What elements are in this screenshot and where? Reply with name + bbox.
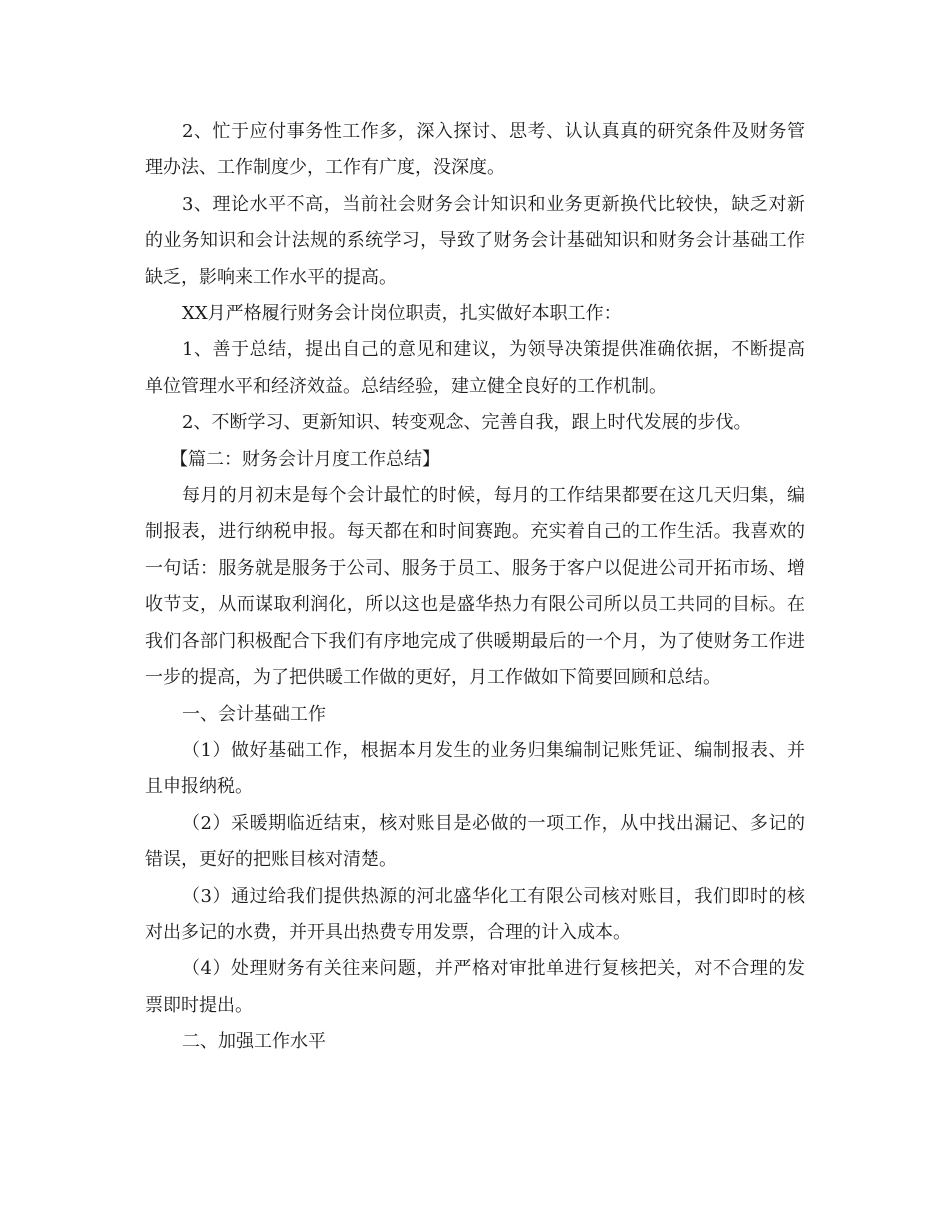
document-body (145, 114, 805, 1061)
paragraph-problem-3: 3、理论水平不高，当前社会财务会计知识和业务更新换代比较快，缺乏对新的业务知识和会计法规的系统学习，导致了财务会计基础知识和财务会计基础工作缺乏，影响来工作水平的提高。 (145, 193, 805, 288)
paragraph-item-3: （3）通过给我们提供热源的河北盛华化工有限公司核对账目，我们即时的核对出多记的水费，并开具出热费专用发票，合理的计入成本。 (145, 885, 805, 943)
paragraph-item-1: （1）做好基础工作，根据本月发生的业务归集编制记账凭证、编制报表、并且申报纳税。 (145, 739, 805, 798)
paragraph-duty-2: 2、不断学习、更新知识、转变观念、完善自我，跟上时代发展的步伐。 (182, 412, 752, 434)
heading-accounting-basics: 一、会计基础工作 (182, 703, 326, 725)
paragraph-problem-2: 2、忙于应付事务性工作多，深入探讨、思考、认认真真的研究条件及财务管理办法、工作制度少，工作有广度，没深度。 (145, 121, 805, 179)
section-title-part-two: 【篇二：财务会计月度工作总结】 (170, 448, 440, 470)
paragraph-monthly-summary: 每月的月初末是每个会计最忙的时候，每月的工作结果都要在这几天归集，编制报表，进行纳税申报。每天都在和时间赛跑。充实着自己的工作生活。我喜欢的一句话：服务就是服务于公司、服务于员工、服务于客户以促进公司开拓市场、增收节支，从而谋取利润化，所以这也是盛华热力有限公司所以员工共同的目标。在我们各部门积极配合下我们有序地完成了供暖期最后的一个月，为了使财务工作进一步的提高，为了把供暖工作做的更好，月工作做如下简要回顾和总结。 (145, 485, 805, 689)
paragraph-duty-1: 1、善于总结，提出自己的意见和建议，为领导决策提供准确依据，不断提高单位管理水平和经济效益。总结经验，建立健全良好的工作机制。 (145, 339, 805, 397)
paragraph-item-4: （4）处理财务有关往来问题，并严格对审批单进行复核把关，对不合理的发票即时提出。 (145, 958, 805, 1016)
heading-improve-work: 二、加强工作水平 (182, 1031, 326, 1053)
paragraph-item-2: （2）采暖期临近结束，核对账目是必做的一项工作，从中找出漏记、多记的错误，更好的把账目核对清楚。 (145, 812, 805, 871)
paragraph-duties-intro: XX月严格履行财务会计岗位职责，扎实做好本职工作： (182, 303, 622, 325)
